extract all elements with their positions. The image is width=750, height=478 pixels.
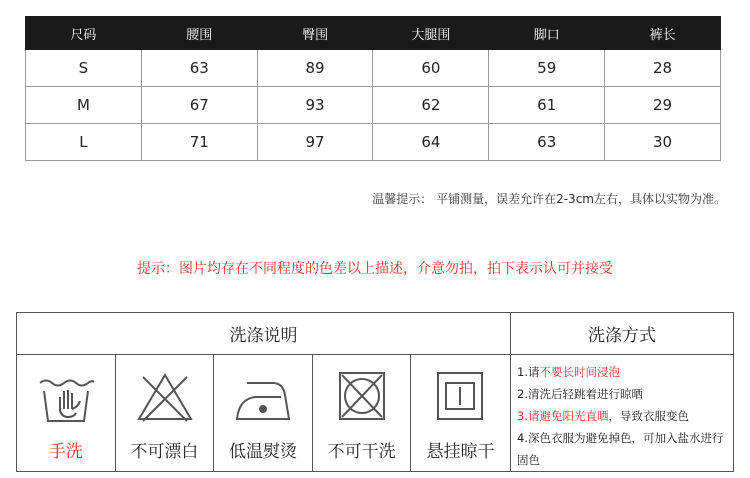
wash-instructions-panel <box>16 312 734 472</box>
color-difference-warning: 提示：图片均存在不同程度的色差以上描述，介意勿拍，拍下表示认可并接受 <box>137 261 613 277</box>
table-row <box>26 50 721 87</box>
col-length: 裤长 <box>605 17 721 50</box>
table-cell: 89 <box>257 50 373 87</box>
care-icons-row <box>17 355 511 471</box>
care-item-low-iron <box>214 355 313 471</box>
wash-method-3: 3.请避免阳光直晒，导致衣服变色 <box>517 409 689 423</box>
table-row <box>26 87 721 124</box>
col-thigh: 大腿围 <box>373 17 489 50</box>
table-cell: 64 <box>373 124 489 161</box>
hang-dry-label: 悬挂晾干 <box>426 442 495 462</box>
wash-method-1: 1.请不要长时间浸泡 <box>517 365 620 379</box>
table-cell: 63 <box>141 50 257 87</box>
hang-dry-icon <box>430 369 490 425</box>
table-cell: 93 <box>257 87 373 124</box>
table-cell: 63 <box>489 124 605 161</box>
table-cell: 60 <box>373 50 489 87</box>
table-cell: 61 <box>489 87 605 124</box>
no-dry-clean-label: 不可干洗 <box>327 442 396 462</box>
hand-wash-icon <box>36 369 96 425</box>
care-item-no-dry-clean <box>313 355 412 471</box>
wash-instructions-title: 洗涤说明 <box>17 313 511 355</box>
size-table-header <box>26 17 721 50</box>
care-item-no-bleach <box>116 355 215 471</box>
col-waist: 腰围 <box>141 17 257 50</box>
wash-method-2: 2.清洗后轻跳着进行晾晒 <box>517 387 643 401</box>
table-cell: 67 <box>141 87 257 124</box>
size-table <box>25 16 721 161</box>
table-cell: 28 <box>605 50 721 87</box>
hand-wash-label: 手洗 <box>48 442 83 462</box>
care-item-hand-wash <box>17 355 116 471</box>
table-cell: 97 <box>257 124 373 161</box>
no-bleach-icon <box>135 369 195 425</box>
wash-methods-list <box>517 361 729 471</box>
table-cell: 59 <box>489 50 605 87</box>
wash-method-3-highlight: 3.请避免阳光直晒 <box>517 409 609 423</box>
wash-method-1-highlight: 不要长时间浸泡 <box>539 365 620 379</box>
low-iron-icon <box>233 369 293 425</box>
table-cell: L <box>26 124 142 161</box>
col-hem: 脚口 <box>489 17 605 50</box>
no-dry-clean-icon <box>332 369 392 425</box>
no-bleach-label: 不可漂白 <box>130 442 199 462</box>
low-iron-label: 低温熨烫 <box>228 442 297 462</box>
table-cell: 30 <box>605 124 721 161</box>
wash-method-title: 洗涤方式 <box>511 313 733 355</box>
care-item-hang-dry <box>411 355 510 471</box>
table-cell: S <box>26 50 142 87</box>
table-cell: M <box>26 87 142 124</box>
col-size: 尺码 <box>26 17 142 50</box>
table-row <box>26 124 721 161</box>
col-hip: 臀围 <box>257 17 373 50</box>
table-cell: 29 <box>605 87 721 124</box>
table-cell: 62 <box>373 87 489 124</box>
table-cell: 71 <box>141 124 257 161</box>
wash-method-4: 4.深色衣服为避免掉色，可加入盐水进行固色 <box>517 431 724 467</box>
measurement-tip: 温馨提示： 平铺测量，误差允许在2-3cm左右，具体以实物为准。 <box>372 192 726 206</box>
